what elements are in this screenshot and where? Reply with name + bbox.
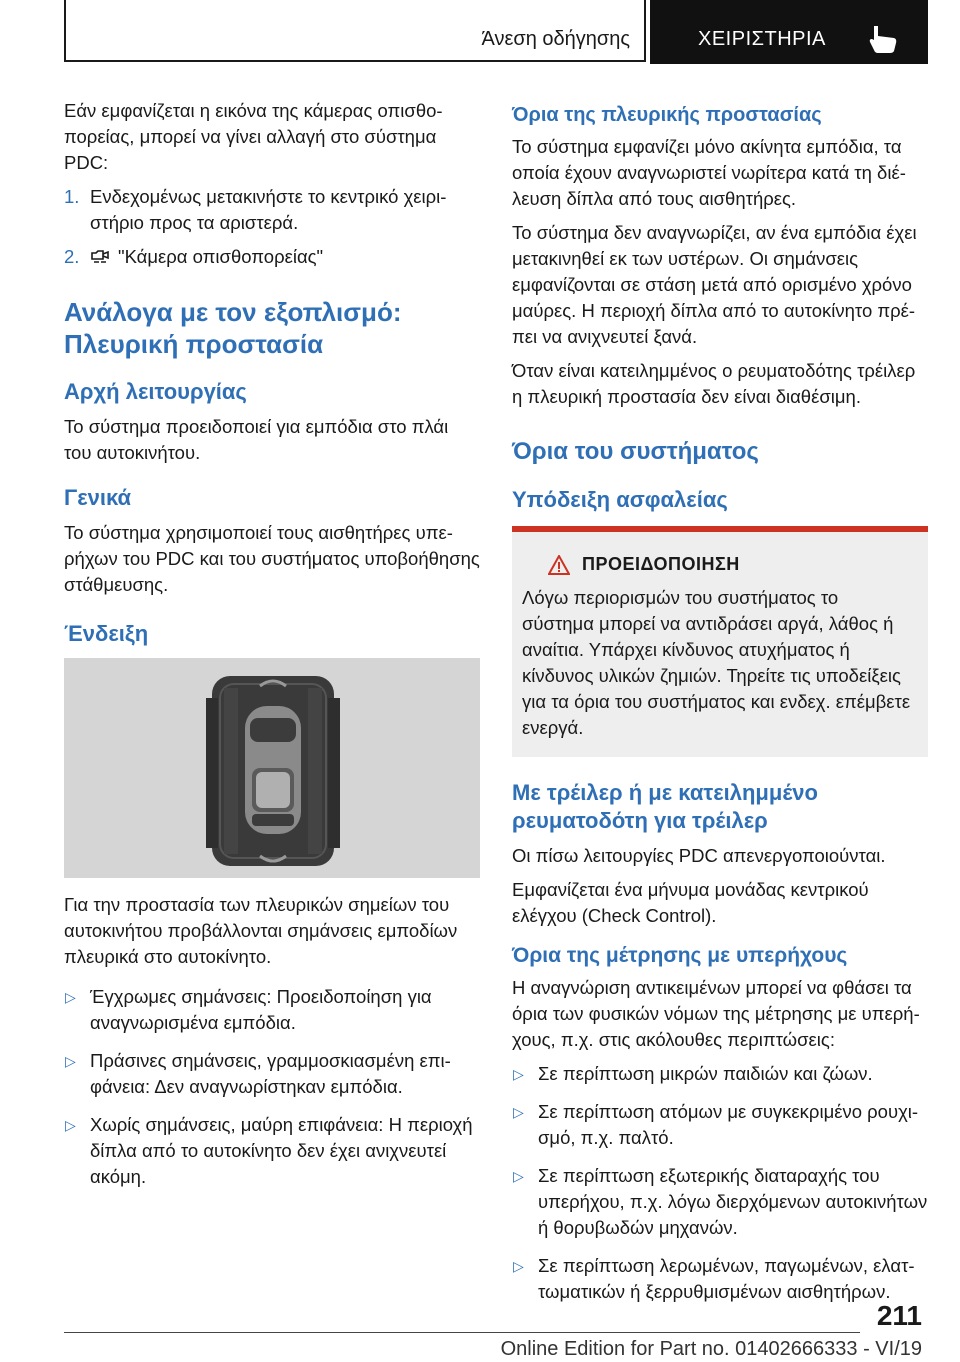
header-section-box [64,0,646,62]
step-number: 1. [64,186,80,207]
footer-divider [64,1332,860,1333]
warning-title [548,554,912,575]
general-paragraph: Το σύστημα χρησιμοποιεί τους αισθητήρες υπερήχων του PDC και του συστήματος υποβοήθησης στάθμευσης. [64,522,480,595]
hand-pointer-icon [864,24,900,54]
list-item [64,1112,480,1190]
section-heading-system-limits: Όρια του συστήματος [512,438,759,465]
principle-paragraph: Το σύστημα προειδοποιεί για εμπόδια στο πλάι του αυτοκινήτου. [64,416,449,463]
header-chapter-box [650,0,928,64]
trailer-paragraph-2: Εμφανίζεται ένα μήνυμα μονάδας κεντρικού ελέγχου (Check Control). [512,879,869,926]
bullet-text: Σε περίπτωση ατόμων με συγκεκριμένο ρουχισμό, π.χ. παλτό. [538,1101,919,1148]
triangle-bullet-icon: ▷ [65,1117,76,1133]
subheading-general: Γενικά [64,485,132,510]
limits-paragraph-1: Το σύστημα εμφανίζει μόνο ακίνητα εμπόδια, τα οποία έχουν αναγνωριστεί νωρίτερα κατά τη διέλευση δίπλα από τους αισθητήρες. [512,136,906,209]
bullet-text: Πράσινες σημάνσεις, γραμμοσκιασμένη επιφάνεια: Δεν αναγνωρίστηκαν εμπόδια. [90,1050,451,1097]
subheading-side-limits: Όρια της πλευρικής προστασίας [512,104,822,126]
triangle-bullet-icon: ▷ [513,1258,524,1274]
bullet-text: Χωρίς σημάνσεις, μαύρη επιφάνεια: Η περιοχή δίπλα από το αυτοκίνητο δεν έχει ανιχνευτεί ακόμη. [90,1114,473,1187]
step-number: 2. [64,246,80,267]
step-text: Ενδεχομένως μετακινήστε το κεντρικό χειριστήριο προς τα αριστερά. [90,186,447,233]
list-item [64,984,480,1036]
page-number: 211 [876,1300,922,1331]
subheading-principle: Αρχή λειτουργίας [64,379,247,404]
list-item [512,1099,928,1151]
header-section-title: Άνεση οδήγησης [481,28,630,50]
list-item [512,1253,928,1305]
steps-list [64,184,480,270]
car-top-view-illustration [64,658,480,878]
triangle-bullet-icon: ▷ [513,1168,524,1184]
step-item [64,184,480,236]
ultrasonic-bullets [512,1061,928,1305]
step-text: "Κάμερα οπισθοπορείας" [118,246,324,267]
intro-paragraph: Εάν εμφανίζεται η εικόνα της κάμερας οπισθοπορείας, μπορεί να γίνει αλλαγή στο σύστημα PDC: [64,100,443,173]
warning-title-text: ΠΡΟΕΙΔΟΠΟΙΗΣΗ [582,554,740,574]
triangle-bullet-icon: ▷ [513,1104,524,1120]
limits-paragraph-3: Όταν είναι κατειλημμένος ο ρευματοδότης τρέιλερ η πλευρική προστασία δεν είναι διαθέσιμη. [512,360,916,407]
camera-icon [90,249,110,265]
bullet-text: Σε περίπτωση εξωτερικής διαταραχής του υπερήχου, π.χ. λόγω διερχόμενων αυτοκινήτων ή θορυβωδών μηχανών. [538,1165,928,1238]
warning-box [512,526,928,757]
display-paragraph: Για την προστασία των πλευρικών σημείων του αυτοκινήτου προβάλλονται σημάνσεις εμποδίων πλευρικά στο αυτοκίνητο. [64,894,458,967]
list-item [64,1048,480,1100]
triangle-bullet-icon: ▷ [65,1053,76,1069]
bullet-text: Σε περίπτωση λερωμένων, παγωμένων, ελαττωματικών ή ξερρυθμισμένων αισθητήρων. [538,1255,915,1302]
subheading-ultrasonic: Όρια της μέτρησης με υπερήχους [512,944,848,967]
warning-triangle-icon [548,555,570,575]
footer-edition: Online Edition for Part no. 01402666333 - VI/19 [500,1338,922,1360]
header-chapter-title: ΧΕΙΡΙΣΤΗΡΙΑ [698,28,826,50]
bullet-text: Έγχρωμες σημάνσεις: Προειδοποίηση για αναγνωρισμένα εμπόδια. [90,986,432,1033]
list-item [512,1061,928,1087]
triangle-bullet-icon: ▷ [513,1066,524,1082]
bullet-text: Σε περίπτωση μικρών παιδιών και ζώων. [538,1063,873,1084]
marking-bullets [64,984,480,1190]
right-column [512,102,928,1317]
triangle-bullet-icon: ▷ [65,989,76,1005]
ultrasonic-paragraph: Η αναγνώριση αντικειμένων μπορεί να φθάσει τα όρια των φυσικών νόμων της μέτρησης με υπερήχους, π.χ. στις ακόλουθες περιπτώσεις: [512,977,920,1050]
step-item [64,244,480,270]
trailer-paragraph-1: Οι πίσω λειτουργίες PDC απενεργοποιούνται. [512,845,886,866]
subheading-safety: Υπόδειξη ασφαλείας [512,487,728,512]
warning-text: Λόγω περιορισμών του συστήματος το σύστημα μπορεί να αντιδράσει αργά, λάθος ή αναίτια. Υπάρχει κίνδυνος ατυχήματος ή κίνδυνος υλικών ζημιών. Τηρείτε τις υποδείξεις για τα όρια του συστήματος και ενδεχ. επέμβετε ενεργά. [522,587,911,738]
left-column [64,98,480,1202]
subheading-display: Ένδειξη [64,621,149,646]
subheading-trailer: Με τρέιλερ ή με κατειλημμένο ρευματοδότη για τρέιλερ [512,780,818,833]
page-header [64,0,928,64]
section-heading: Ανάλογα με τον εξοπλισμό: Πλευρική προστασία [64,297,402,359]
side-protection-figure [64,658,480,878]
limits-paragraph-2: Το σύστημα δεν αναγνωρίζει, αν ένα εμπόδια έχει μετακινηθεί εκ των υστέρων. Οι σημάνσεις εμφανίζονται σε στάση μετά από ορισμένο χρόνο μαύρες. Η περιοχή δίπλα από το αυτοκίνητο πρέπει να ανιχνευτεί ξανά. [512,222,917,347]
list-item [512,1163,928,1241]
